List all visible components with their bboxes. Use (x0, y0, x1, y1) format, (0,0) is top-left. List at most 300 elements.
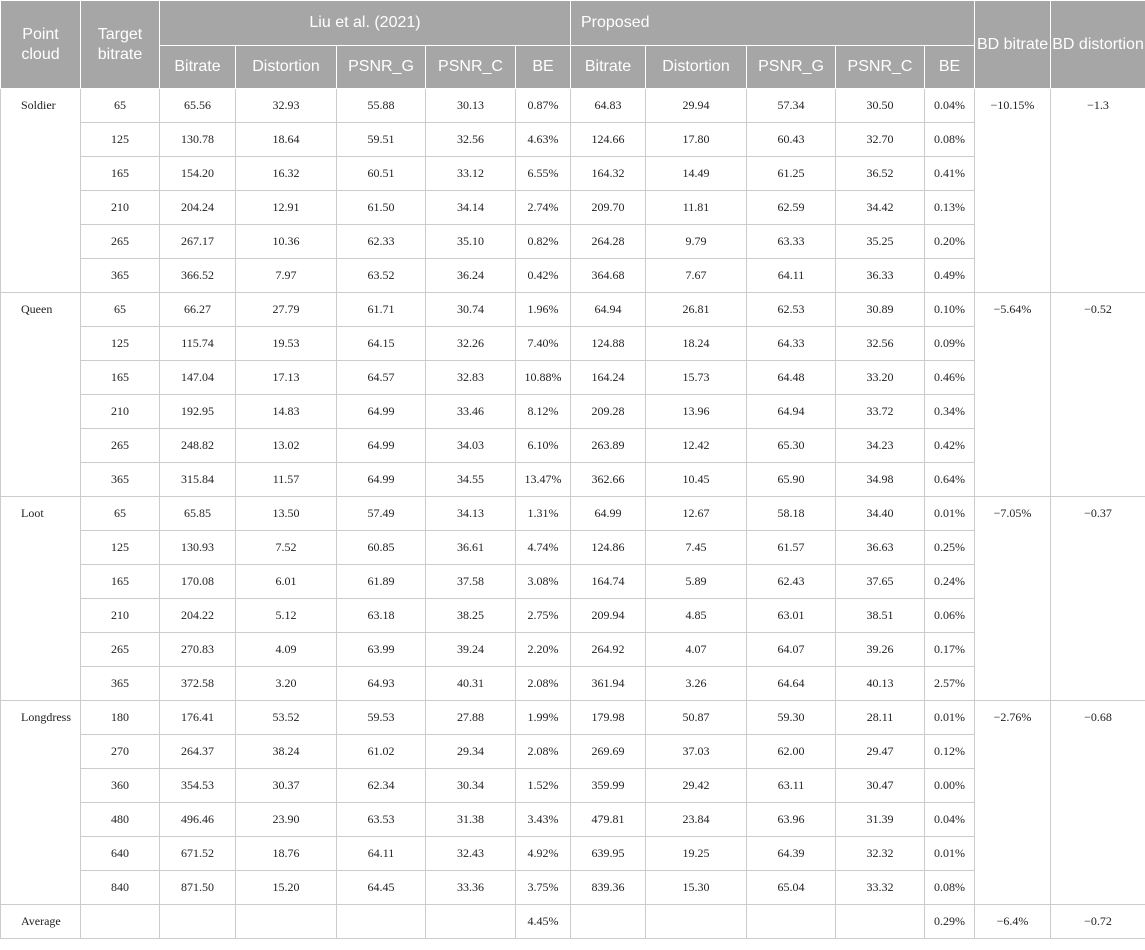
table-cell: 30.47 (836, 769, 925, 803)
table-row (1, 157, 1145, 191)
table-cell: 35.10 (426, 225, 516, 259)
table-row (1, 361, 1145, 395)
table-cell: 32.56 (836, 327, 925, 361)
table-cell: 5.12 (236, 599, 337, 633)
table-cell: 26.81 (646, 293, 747, 327)
table-cell: 64.83 (571, 89, 646, 123)
table-cell: 270 (81, 735, 160, 769)
table-cell: 365 (81, 667, 160, 701)
table-row (1, 667, 1145, 701)
table-cell: 30.34 (426, 769, 516, 803)
empty-cell (747, 905, 836, 939)
table-cell: 10.36 (236, 225, 337, 259)
table-cell: 0.09% (925, 327, 975, 361)
table-cell: 0.04% (925, 803, 975, 837)
table-cell: 315.84 (160, 463, 236, 497)
point-cloud-name: Loot (1, 497, 81, 701)
header-proposed-psnr-c: PSNR_C (836, 46, 925, 89)
table-cell: 209.94 (571, 599, 646, 633)
table-cell: 7.45 (646, 531, 747, 565)
table-cell: 64.39 (747, 837, 836, 871)
table-cell: 209.70 (571, 191, 646, 225)
table-cell: 4.74% (516, 531, 571, 565)
empty-cell (337, 905, 426, 939)
table-cell: 16.32 (236, 157, 337, 191)
table-row (1, 633, 1145, 667)
table-cell: 365 (81, 259, 160, 293)
table-cell: 0.41% (925, 157, 975, 191)
table-row (1, 327, 1145, 361)
header-point-cloud: Point cloud (1, 1, 81, 89)
average-bd-distortion: −0.72 (1051, 905, 1145, 939)
table-cell: 0.06% (925, 599, 975, 633)
table-cell: 640 (81, 837, 160, 871)
table-cell: 27.88 (426, 701, 516, 735)
table-cell: 40.31 (426, 667, 516, 701)
table-row (1, 735, 1145, 769)
table-cell: 34.40 (836, 497, 925, 531)
table-cell: 1.52% (516, 769, 571, 803)
table-cell: 33.46 (426, 395, 516, 429)
average-proposed-be: 0.29% (925, 905, 975, 939)
table-cell: 62.34 (337, 769, 426, 803)
table-cell: 496.46 (160, 803, 236, 837)
table-cell: 0.42% (516, 259, 571, 293)
table-cell: 2.08% (516, 735, 571, 769)
table-cell: 365 (81, 463, 160, 497)
table-cell: 362.66 (571, 463, 646, 497)
table-cell: 65.85 (160, 497, 236, 531)
table-cell: 13.02 (236, 429, 337, 463)
table-cell: 263.89 (571, 429, 646, 463)
table-cell: 29.34 (426, 735, 516, 769)
table-cell: 130.93 (160, 531, 236, 565)
table-cell: 210 (81, 191, 160, 225)
table-cell: 0.42% (925, 429, 975, 463)
table-cell: 65 (81, 293, 160, 327)
table-cell: 179.98 (571, 701, 646, 735)
table-cell: 10.45 (646, 463, 747, 497)
table-cell: 0.87% (516, 89, 571, 123)
table-cell: 2.08% (516, 667, 571, 701)
table-cell: 58.18 (747, 497, 836, 531)
table-cell: 61.89 (337, 565, 426, 599)
header-liu-psnr-g: PSNR_G (337, 46, 426, 89)
table-cell: 3.43% (516, 803, 571, 837)
table-cell: 32.26 (426, 327, 516, 361)
table-cell: 33.12 (426, 157, 516, 191)
table-cell: 4.07 (646, 633, 747, 667)
table-cell: 125 (81, 123, 160, 157)
table-cell: 30.89 (836, 293, 925, 327)
table-cell: 209.28 (571, 395, 646, 429)
table-cell: 64.11 (337, 837, 426, 871)
table-cell: 1.99% (516, 701, 571, 735)
table-cell: 19.53 (236, 327, 337, 361)
table-cell: 34.55 (426, 463, 516, 497)
table-cell: 32.56 (426, 123, 516, 157)
header-proposed-distortion: Distortion (646, 46, 747, 89)
table-cell: 62.59 (747, 191, 836, 225)
table-cell: 53.52 (236, 701, 337, 735)
table-cell: 6.55% (516, 157, 571, 191)
table-cell: 64.11 (747, 259, 836, 293)
header-liu-distortion: Distortion (236, 46, 337, 89)
bd-distortion-value: −0.52 (1051, 293, 1145, 497)
table-cell: 64.33 (747, 327, 836, 361)
table-row (1, 293, 1145, 327)
table-cell: 34.98 (836, 463, 925, 497)
table-cell: 37.58 (426, 565, 516, 599)
table-cell: 19.25 (646, 837, 747, 871)
table-cell: 147.04 (160, 361, 236, 395)
table-cell: 61.71 (337, 293, 426, 327)
table-cell: 29.94 (646, 89, 747, 123)
table-cell: 8.12% (516, 395, 571, 429)
table-cell: 11.57 (236, 463, 337, 497)
table-cell: 38.51 (836, 599, 925, 633)
table-cell: 0.13% (925, 191, 975, 225)
table-cell: 364.68 (571, 259, 646, 293)
table-cell: 29.42 (646, 769, 747, 803)
table-cell: 165 (81, 157, 160, 191)
point-cloud-name: Longdress (1, 701, 81, 905)
table-cell: 65 (81, 497, 160, 531)
table-row (1, 463, 1145, 497)
header-liu-bitrate: Bitrate (160, 46, 236, 89)
table-cell: 264.28 (571, 225, 646, 259)
table-cell: 63.96 (747, 803, 836, 837)
table-cell: 31.38 (426, 803, 516, 837)
table-cell: 480 (81, 803, 160, 837)
empty-cell (160, 905, 236, 939)
table-cell: 192.95 (160, 395, 236, 429)
table-cell: 130.78 (160, 123, 236, 157)
table-cell: 265 (81, 429, 160, 463)
table-cell: 840 (81, 871, 160, 905)
table-cell: 50.87 (646, 701, 747, 735)
table-cell: 32.43 (426, 837, 516, 871)
table-cell: 3.75% (516, 871, 571, 905)
table-cell: 204.22 (160, 599, 236, 633)
empty-cell (836, 905, 925, 939)
table-cell: 29.47 (836, 735, 925, 769)
table-cell: 33.72 (836, 395, 925, 429)
table-cell: 124.86 (571, 531, 646, 565)
table-cell: 12.67 (646, 497, 747, 531)
table-cell: 13.96 (646, 395, 747, 429)
table-row (1, 429, 1145, 463)
table-cell: 40.13 (836, 667, 925, 701)
table-row (1, 259, 1145, 293)
table-cell: 0.46% (925, 361, 975, 395)
average-bd-bitrate: −6.4% (975, 905, 1051, 939)
table-cell: 63.01 (747, 599, 836, 633)
bd-bitrate-value: −7.05% (975, 497, 1051, 701)
empty-cell (646, 905, 747, 939)
table-cell: 124.88 (571, 327, 646, 361)
table-cell: 63.18 (337, 599, 426, 633)
table-cell: 37.03 (646, 735, 747, 769)
table-cell: 59.51 (337, 123, 426, 157)
table-cell: 64.94 (571, 293, 646, 327)
table-cell: 65.30 (747, 429, 836, 463)
table-cell: 267.17 (160, 225, 236, 259)
table-cell: 30.74 (426, 293, 516, 327)
average-label: Average (1, 905, 81, 939)
table-row (1, 599, 1145, 633)
table-cell: 23.84 (646, 803, 747, 837)
table-row (1, 497, 1145, 531)
header-target-bitrate: Target bitrate (81, 1, 160, 89)
table-cell: 18.24 (646, 327, 747, 361)
table-cell: 57.49 (337, 497, 426, 531)
header-liu-be: BE (516, 46, 571, 89)
table-cell: 17.80 (646, 123, 747, 157)
table-row (1, 89, 1145, 123)
table-row (1, 837, 1145, 871)
table-cell: 7.40% (516, 327, 571, 361)
table-cell: 671.52 (160, 837, 236, 871)
average-row (1, 905, 1145, 939)
table-cell: 248.82 (160, 429, 236, 463)
table-cell: 0.01% (925, 837, 975, 871)
table-cell: 62.33 (337, 225, 426, 259)
table-cell: 3.08% (516, 565, 571, 599)
table-cell: 479.81 (571, 803, 646, 837)
table-cell: 30.50 (836, 89, 925, 123)
table-cell: 264.92 (571, 633, 646, 667)
table-cell: 62.43 (747, 565, 836, 599)
table-cell: 3.20 (236, 667, 337, 701)
table-cell: 9.79 (646, 225, 747, 259)
table-cell: 64.15 (337, 327, 426, 361)
table-cell: 0.08% (925, 871, 975, 905)
table-cell: 64.07 (747, 633, 836, 667)
table-cell: 0.20% (925, 225, 975, 259)
table-cell: 35.25 (836, 225, 925, 259)
table-cell: 39.26 (836, 633, 925, 667)
average-liu-be: 4.45% (516, 905, 571, 939)
header-proposed-bitrate: Bitrate (571, 46, 646, 89)
table-cell: 164.24 (571, 361, 646, 395)
table-cell: 33.36 (426, 871, 516, 905)
table-cell: 269.69 (571, 735, 646, 769)
table-row (1, 191, 1145, 225)
table-row (1, 395, 1145, 429)
table-row (1, 769, 1145, 803)
table-cell: 63.33 (747, 225, 836, 259)
table-cell: 30.37 (236, 769, 337, 803)
table-cell: 28.11 (836, 701, 925, 735)
table-cell: 63.11 (747, 769, 836, 803)
table-cell: 0.24% (925, 565, 975, 599)
table-cell: 2.20% (516, 633, 571, 667)
table-cell: 38.25 (426, 599, 516, 633)
table-cell: 839.36 (571, 871, 646, 905)
table-cell: 372.58 (160, 667, 236, 701)
table-row (1, 123, 1145, 157)
table-cell: 64.48 (747, 361, 836, 395)
table-cell: 65 (81, 89, 160, 123)
header-proposed: Proposed (571, 1, 975, 46)
table-cell: 210 (81, 599, 160, 633)
table-cell: 0.34% (925, 395, 975, 429)
table-cell: 0.64% (925, 463, 975, 497)
table-cell: 15.30 (646, 871, 747, 905)
table-cell: 57.34 (747, 89, 836, 123)
bd-bitrate-value: −2.76% (975, 701, 1051, 905)
table-cell: 210 (81, 395, 160, 429)
table-cell: 0.01% (925, 497, 975, 531)
table-cell: 13.50 (236, 497, 337, 531)
table-cell: 23.90 (236, 803, 337, 837)
table-cell: 27.79 (236, 293, 337, 327)
table-cell: 11.81 (646, 191, 747, 225)
table-cell: 59.53 (337, 701, 426, 735)
table-cell: 64.94 (747, 395, 836, 429)
table-cell: 12.42 (646, 429, 747, 463)
table-cell: 32.70 (836, 123, 925, 157)
empty-cell (426, 905, 516, 939)
table-cell: 39.24 (426, 633, 516, 667)
table-cell: 33.32 (836, 871, 925, 905)
table-cell: 64.57 (337, 361, 426, 395)
table-cell: 2.75% (516, 599, 571, 633)
table-cell: 18.76 (236, 837, 337, 871)
table-cell: 6.10% (516, 429, 571, 463)
table-cell: 64.99 (337, 395, 426, 429)
table-row (1, 803, 1145, 837)
table-cell: 366.52 (160, 259, 236, 293)
table-cell: 60.43 (747, 123, 836, 157)
table-cell: 38.24 (236, 735, 337, 769)
header-liu: Liu et al. (2021) (160, 1, 571, 46)
table-cell: 125 (81, 531, 160, 565)
table-cell: 4.92% (516, 837, 571, 871)
table-cell: 176.41 (160, 701, 236, 735)
table-cell: 18.64 (236, 123, 337, 157)
table-cell: 59.30 (747, 701, 836, 735)
table-cell: 4.09 (236, 633, 337, 667)
table-cell: 36.24 (426, 259, 516, 293)
table-cell: 65.90 (747, 463, 836, 497)
table-cell: 36.33 (836, 259, 925, 293)
table-cell: 0.04% (925, 89, 975, 123)
table-cell: 115.74 (160, 327, 236, 361)
table-cell: 124.66 (571, 123, 646, 157)
point-cloud-name: Queen (1, 293, 81, 497)
table-cell: 36.63 (836, 531, 925, 565)
table-cell: 265 (81, 225, 160, 259)
table-cell: 30.13 (426, 89, 516, 123)
table-cell: 165 (81, 565, 160, 599)
table-cell: 4.63% (516, 123, 571, 157)
table-cell: 0.10% (925, 293, 975, 327)
bd-bitrate-value: −10.15% (975, 89, 1051, 293)
point-cloud-name: Soldier (1, 89, 81, 293)
table-cell: 17.13 (236, 361, 337, 395)
table-cell: 34.42 (836, 191, 925, 225)
table-cell: 4.85 (646, 599, 747, 633)
table-cell: 7.67 (646, 259, 747, 293)
table-cell: 14.49 (646, 157, 747, 191)
table-cell: 31.39 (836, 803, 925, 837)
table-cell: 60.51 (337, 157, 426, 191)
table-cell: 61.57 (747, 531, 836, 565)
table-cell: 12.91 (236, 191, 337, 225)
table-cell: 2.74% (516, 191, 571, 225)
table-cell: 64.99 (571, 497, 646, 531)
table-cell: 264.37 (160, 735, 236, 769)
table-cell: 165 (81, 361, 160, 395)
table-cell: 3.26 (646, 667, 747, 701)
table-cell: 34.14 (426, 191, 516, 225)
table-cell: 63.52 (337, 259, 426, 293)
table-body (1, 89, 1145, 939)
table-cell: 2.57% (925, 667, 975, 701)
table-cell: 32.93 (236, 89, 337, 123)
table-cell: 265 (81, 633, 160, 667)
table-row (1, 701, 1145, 735)
bd-distortion-value: −1.3 (1051, 89, 1145, 293)
table-cell: 204.24 (160, 191, 236, 225)
table-cell: 64.99 (337, 463, 426, 497)
table-cell: 62.00 (747, 735, 836, 769)
table-cell: 0.25% (925, 531, 975, 565)
table-cell: 65.56 (160, 89, 236, 123)
table-cell: 5.89 (646, 565, 747, 599)
table-cell: 270.83 (160, 633, 236, 667)
table-cell: 65.04 (747, 871, 836, 905)
table-cell: 61.02 (337, 735, 426, 769)
table-cell: 63.99 (337, 633, 426, 667)
table-cell: 64.64 (747, 667, 836, 701)
table-cell: 14.83 (236, 395, 337, 429)
header-proposed-psnr-g: PSNR_G (747, 46, 836, 89)
table-cell: 63.53 (337, 803, 426, 837)
table-row (1, 225, 1145, 259)
table-cell: 0.49% (925, 259, 975, 293)
table-cell: 125 (81, 327, 160, 361)
empty-cell (571, 905, 646, 939)
empty-cell (81, 905, 160, 939)
table-cell: 0.82% (516, 225, 571, 259)
table-cell: 170.08 (160, 565, 236, 599)
table-cell: 33.20 (836, 361, 925, 395)
table-cell: 0.12% (925, 735, 975, 769)
table-cell: 180 (81, 701, 160, 735)
table-cell: 1.31% (516, 497, 571, 531)
table-cell: 164.74 (571, 565, 646, 599)
table-cell: 15.73 (646, 361, 747, 395)
table-cell: 62.53 (747, 293, 836, 327)
table-row (1, 531, 1145, 565)
table-cell: 0.01% (925, 701, 975, 735)
bd-distortion-value: −0.68 (1051, 701, 1145, 905)
table-cell: 61.25 (747, 157, 836, 191)
table-cell: 7.52 (236, 531, 337, 565)
table-cell: 354.53 (160, 769, 236, 803)
table-cell: 15.20 (236, 871, 337, 905)
table-cell: 64.45 (337, 871, 426, 905)
empty-cell (236, 905, 337, 939)
table-cell: 639.95 (571, 837, 646, 871)
table-row (1, 565, 1145, 599)
table-cell: 64.93 (337, 667, 426, 701)
table-row (1, 871, 1145, 905)
table-cell: 64.99 (337, 429, 426, 463)
